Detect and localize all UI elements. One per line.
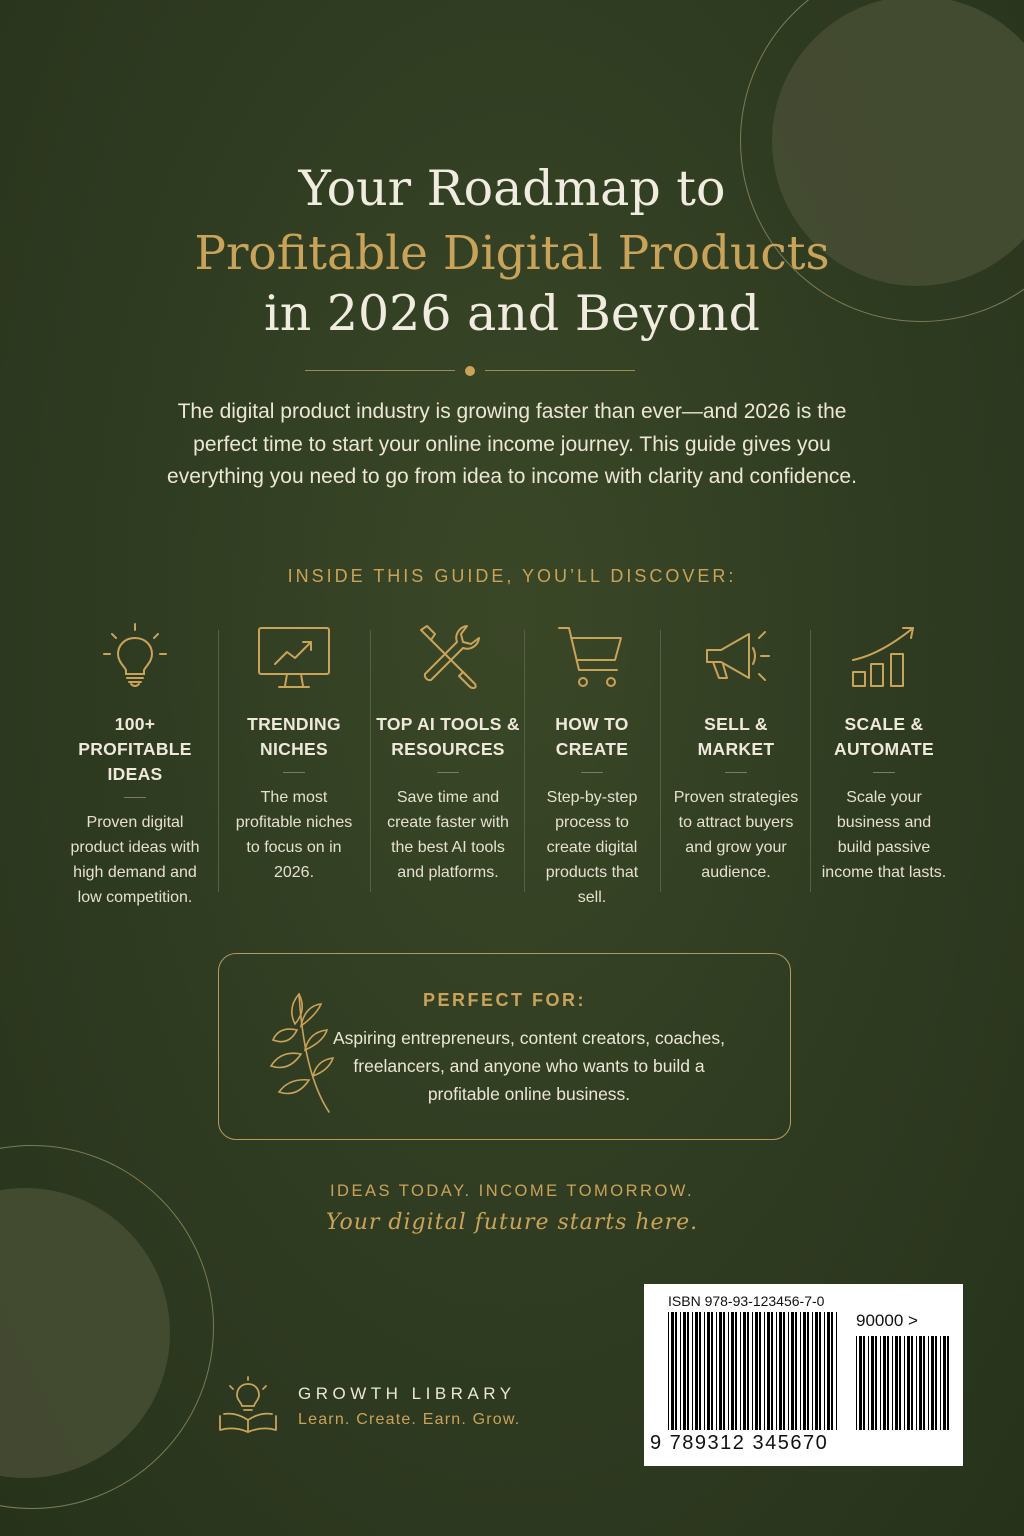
price-code: 90000 > bbox=[856, 1311, 918, 1330]
ornament-divider bbox=[305, 365, 635, 377]
intro-paragraph: The digital product industry is growing faster than ever—and 2026 is the perfect time to start your online income journey. This guide gives you everything you need to go from idea to income with clarity and confidence. bbox=[167, 400, 857, 488]
title-line-1: Your Roadmap to bbox=[298, 160, 726, 217]
feature-title: HOW TO CREATE bbox=[555, 714, 629, 759]
column-divider bbox=[524, 630, 525, 892]
feature-description: Save time and create faster with the best AI tools and platforms. bbox=[387, 789, 509, 881]
title-line-3: in 2026 and Beyond bbox=[264, 285, 760, 342]
isbn-label: ISBN 978-93-123456-7-0 bbox=[668, 1293, 825, 1309]
perfect-for-text: Aspiring entrepreneurs, content creators, coaches, freelancers, and anyone who wants to build a profitable online business. bbox=[332, 1028, 725, 1104]
shopping-cart-icon bbox=[555, 620, 629, 694]
tools-icon bbox=[411, 620, 485, 694]
feature-description: Scale your business and build passive income that lasts. bbox=[821, 789, 947, 881]
feature-title: 100+ PROFITABLE IDEAS bbox=[78, 714, 192, 784]
publisher-logo-icon bbox=[216, 1376, 280, 1434]
feature-title: SELL & MARKET bbox=[697, 714, 775, 759]
publisher-slogan: Learn. Create. Earn. Grow. bbox=[298, 1411, 521, 1428]
megaphone-icon bbox=[699, 620, 773, 694]
section-heading: INSIDE THIS GUIDE, YOU’LL DISCOVER: bbox=[287, 566, 737, 586]
column-divider bbox=[660, 630, 661, 892]
perfect-for-title: PERFECT FOR: bbox=[423, 990, 586, 1010]
feature-title: TOP AI TOOLS & RESOURCES bbox=[376, 714, 520, 759]
publisher-name: GROWTH LIBRARY bbox=[298, 1384, 516, 1403]
perfect-for-box bbox=[218, 953, 791, 1140]
feature-ideas bbox=[62, 620, 208, 910]
feature-ai-tools bbox=[376, 620, 520, 910]
barcode-addon-bars bbox=[856, 1336, 952, 1430]
barcode-bars bbox=[668, 1312, 840, 1430]
feature-description: Step-by-step process to create digital products that sell. bbox=[545, 789, 639, 906]
isbn-digits: 9 789312 345670 bbox=[650, 1432, 829, 1454]
column-divider bbox=[810, 630, 811, 892]
monitor-trend-icon bbox=[257, 620, 331, 694]
feature-how-to-create bbox=[530, 620, 654, 910]
feature-scale-automate bbox=[816, 620, 952, 910]
column-divider bbox=[218, 630, 219, 892]
feature-description: Proven digital product ideas with high demand and low competition. bbox=[70, 814, 200, 906]
feature-niches bbox=[226, 620, 362, 910]
feature-description: The most profitable niches to focus on in 2026. bbox=[235, 789, 353, 881]
tagline: IDEAS TODAY. INCOME TOMORROW. bbox=[329, 1182, 695, 1200]
feature-title: TRENDING NICHES bbox=[247, 714, 341, 759]
lightbulb-icon bbox=[98, 620, 172, 694]
growth-chart-icon bbox=[847, 620, 921, 694]
feature-sell-market bbox=[666, 620, 806, 910]
script-tagline: Your digital future starts here. bbox=[325, 1210, 699, 1235]
column-divider bbox=[370, 630, 371, 892]
title-line-2: Profitable Digital Products bbox=[194, 226, 830, 281]
feature-title: SCALE & AUTOMATE bbox=[834, 714, 934, 759]
isbn-barcode bbox=[644, 1284, 963, 1466]
feature-description: Proven strategies to attract buyers and grow your audience. bbox=[673, 789, 799, 881]
